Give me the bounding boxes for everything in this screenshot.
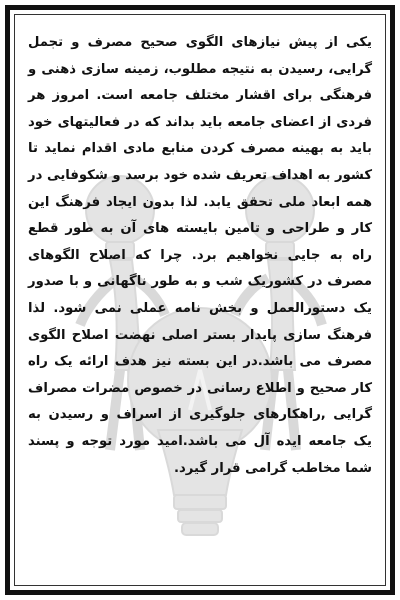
body-paragraph: یکی از پیش نیازهای الگوی صحیح مصرف و تجمل گرایی، رسیدن به نتیجه مطلوب، زمینه سازی ذهنی و فرهنگی برای اقشار مختلف جامعه است. امروز هر فردی از اعضای جامعه باید بداند که در فعالیتهای خود باید به بهینه مصرف کردن منابع مادی اقدام نماید تا کشور به اهداف تعریف شده خود برسد و شکوفایی در همه ابعاد ملی تحقق یابد. لذا بدون ایجاد فرهنگ این کار و طراحی و تامین بایسته های آن به طور قطع راه به جایی نخواهیم برد. چرا که اصلاح الگوهای مصرف در کشوریک شب و به طور ناگهانی و با صدور یک دستورالعمل و بخش نامه عملی نمی شود. لذا فرهنگ سازی پایدار بستر اصلی نهضت اصلاح الگوی مصرف می باشد.در این بسته نیز هدف ارائه یک راه کار صحیح و اطلاع رسانی در خصوص مضرات مصراف گرایی ,راهکارهای جلوگیری از اسراف و رسیدن به یک جامعه ایده آل می باشد.امید مورد توجه و پسند شما مخاطب گرامی قرار گیرد. xyxy=(28,35,372,476)
